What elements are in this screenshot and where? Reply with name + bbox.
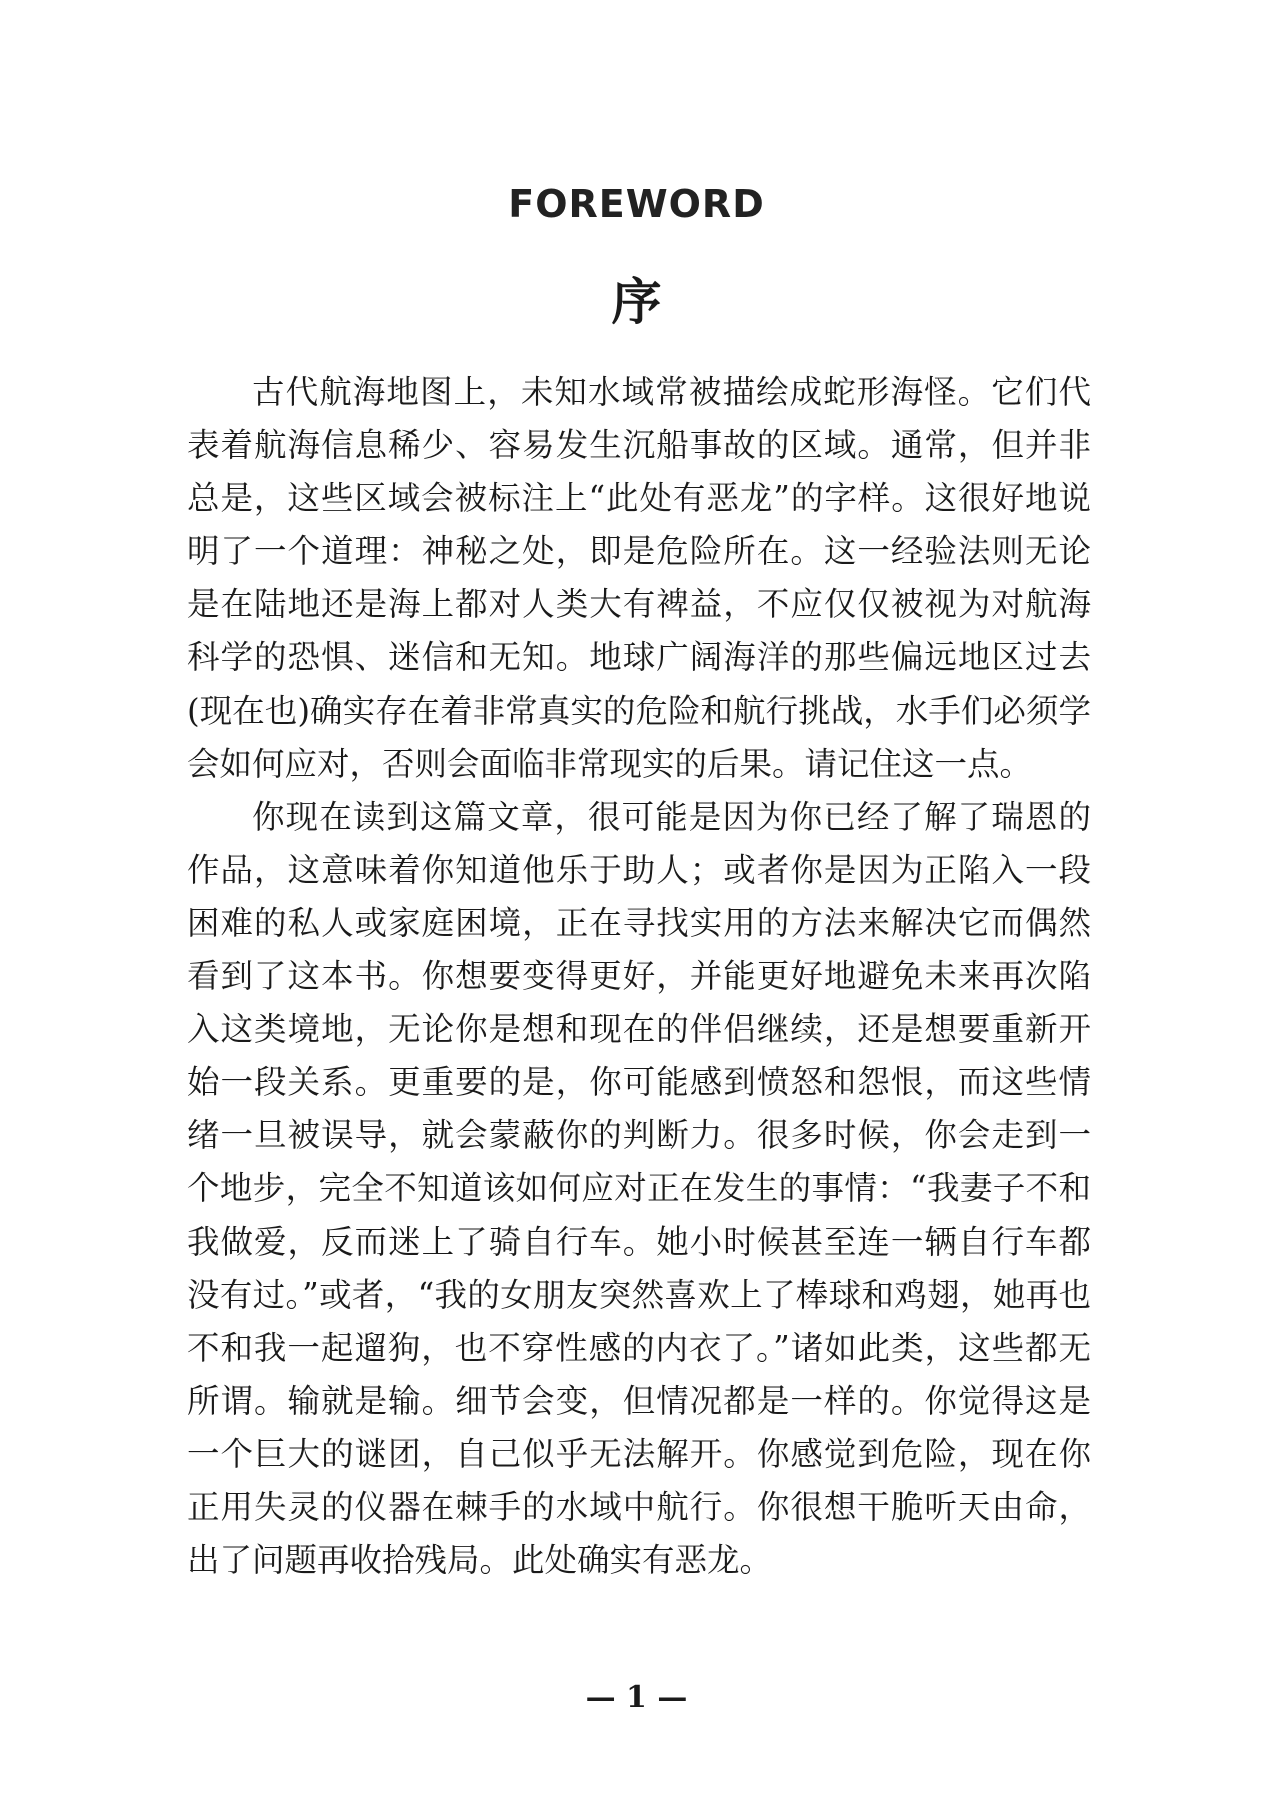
paragraph-1: 古代航海地图上，未知水域常被描绘成蛇形海怪。它们代表着航海信息稀少、容易发生沉船事故的区域。通常，但并非总是，这些区域会被标注上“此处有恶龙”的字样。这很好地说明了一个道理：神秘之处，即是危险所在。这一经验法则无论是在陆地还是海上都对人类大有裨益，不应仅仅被视为对航海科学的恐惧、迷信和无知。地球广阔海洋的那些偏远地区过去(现在也)确实存在着非常真实的危险和航行挑战，水手们必须学会如何应对，否则会面临非常现实的后果。请记住这一点。 — [187, 373, 1091, 783]
title-chinese: 序 — [611, 273, 662, 331]
body-text — [187, 366, 1091, 1587]
paragraph-2: 你现在读到这篇文章，很可能是因为你已经了解了瑞恩的作品，这意味着你知道他乐于助人；或者你是因为正陷入一段困难的私人或家庭困境，正在寻找实用的方法来解决它而偶然看到了这本书。你想要变得更好，并能更好地避免未来再次陷入这类境地，无论你是想和现在的伴侣继续，还是想要重新开始一段关系。更重要的是，你可能感到愤怒和怨恨，而这些情绪一旦被误导，就会蒙蔽你的判断力。很多时候，你会走到一个地步，完全不知道该如何应对正在发生的事情：“我妻子不和我做爱，反而迷上了骑自行车。她小时候甚至连一辆自行车都没有过。”或者，“我的女朋友突然喜欢上了棒球和鸡翅，她再也不和我一起遛狗，也不穿性感的内衣了。”诸如此类，这些都无所谓。输就是输。细节会变，但情况都是一样的。你觉得这是一个巨大的谜团，自己似乎无法解开。你感觉到危险，现在你正用失灵的仪器在棘手的水域中航行。你很想干脆听天由命，出了问题再收拾残局。此处确实有恶龙。 — [187, 797, 1091, 1580]
title-english: FOREWORD — [508, 182, 765, 226]
page-number: — 1 — — [585, 1680, 688, 1715]
